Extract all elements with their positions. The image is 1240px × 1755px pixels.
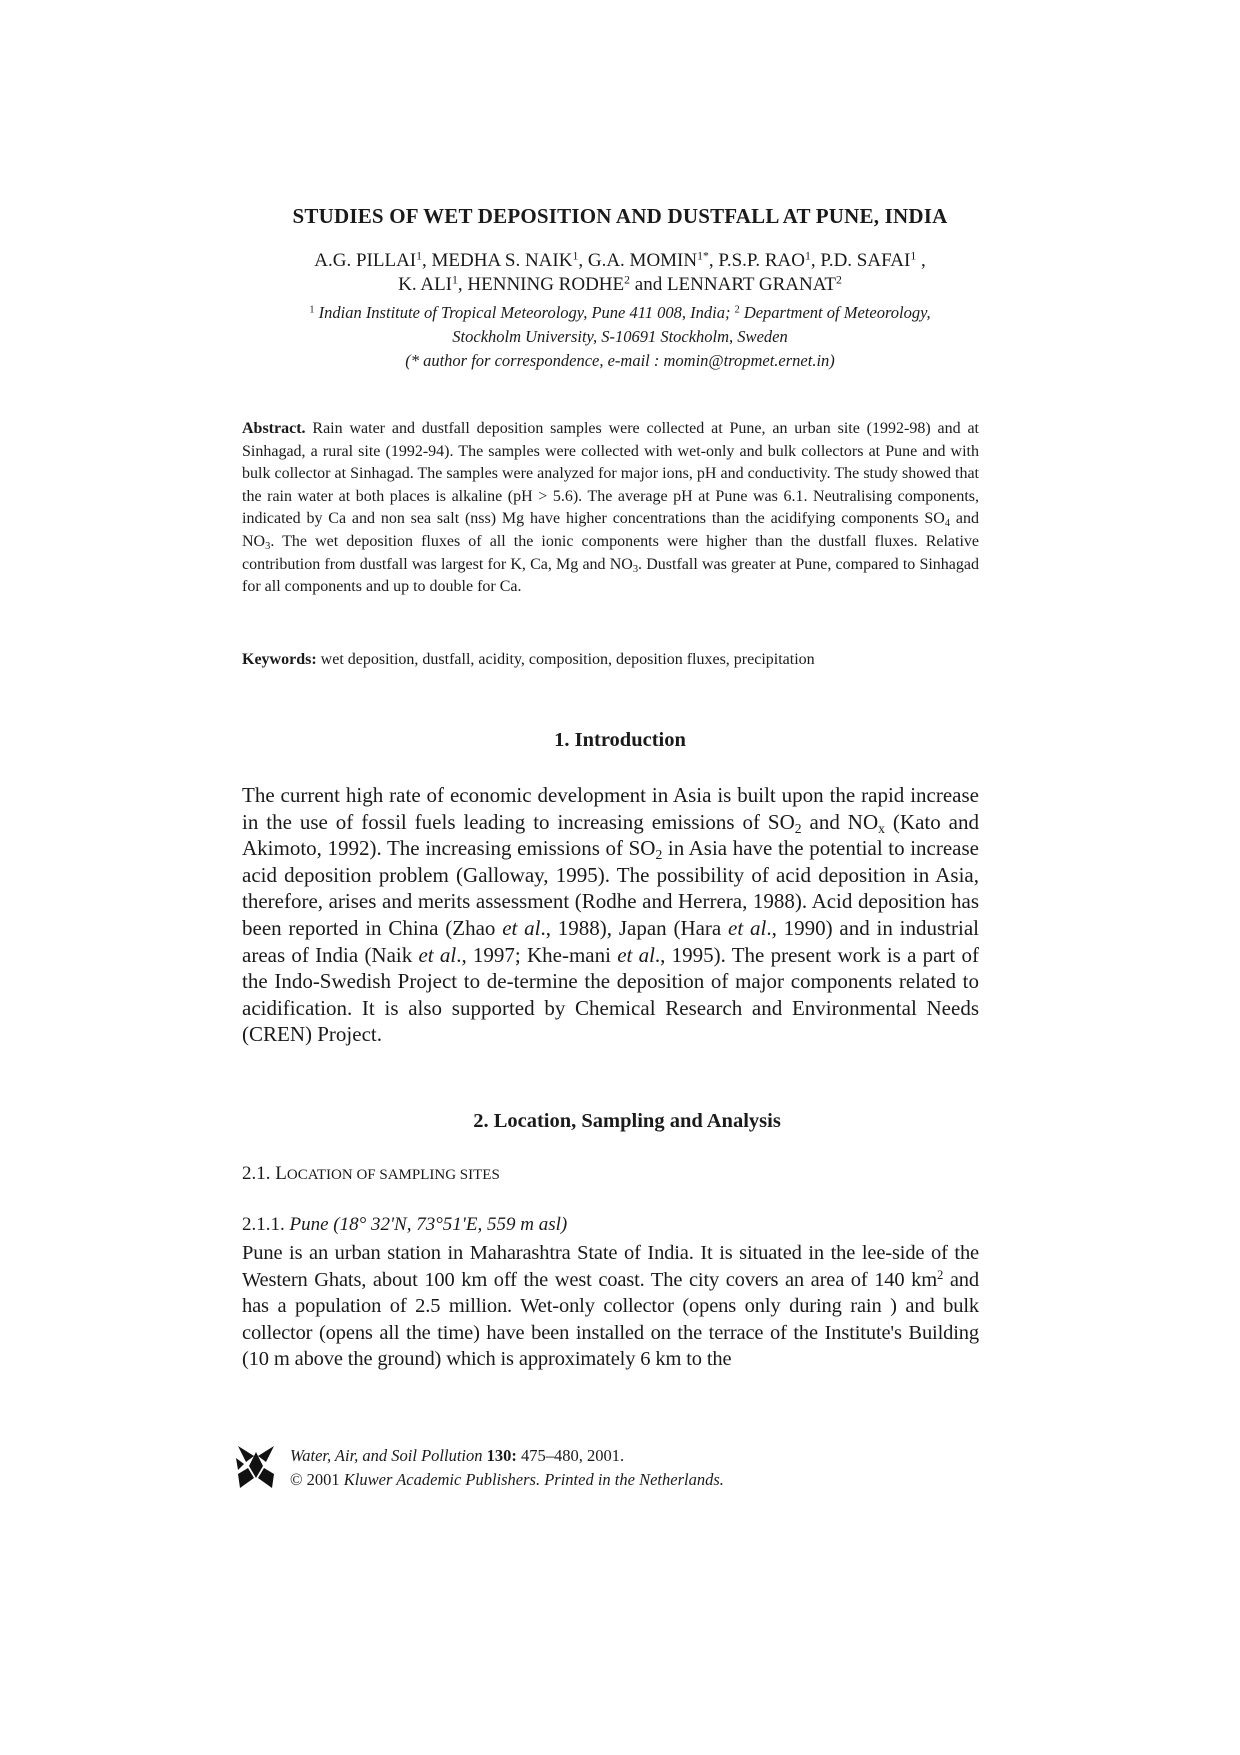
subscript: 4 (944, 518, 951, 530)
subsection-number: 2.1.1. (242, 1214, 290, 1235)
abstract-text: . Dustfall was greater at Pune, compared to Sinhagad for all components and up to double for Ca. (242, 555, 979, 596)
body-text: and NO (801, 809, 879, 834)
affiliation-line-2: Stockholm University, S-10691 Stockholm, Sweden (452, 327, 788, 346)
paper-title: STUDIES OF WET DEPOSITION AND DUSTFALL AT PUNE, INDIA (292, 204, 948, 228)
keywords-text: wet deposition, dustfall, acidity, composition, deposition fluxes, precipitation (316, 651, 815, 668)
author-name: and LENNART GRANAT (630, 274, 836, 295)
author-name: , P.D. SAFAI (810, 250, 911, 271)
publisher-logo-icon (236, 1444, 276, 1490)
subscript: 2 (794, 820, 802, 836)
body-text: ., 1997; Khe-mani (456, 942, 618, 967)
subscript: 3 (632, 563, 639, 575)
body-text: (Kato and Akimoto, 1992). The increasing emissions of SO (242, 809, 980, 861)
affiliation-marker: 2 (835, 273, 842, 287)
journal-pages: 475–480, 2001. (516, 1446, 625, 1465)
citation-etal: et al (728, 915, 767, 940)
journal-name: Water, Air, and Soil Pollution (290, 1446, 483, 1465)
copyright-line (290, 1468, 724, 1492)
abstract-text: Rain water and dustfall deposition samples were collected at Pune, an urban site (1992-98) and at Sinhagad, a rural site (1992-94). The samples were collected with wet-only and bulk collectors at Pune and with bulk collector at Sinhagad. The samples were analyzed for major ions, pH and conductivity. The study showed that the rain water at both places is alkaline (pH > 5.6). The average pH at Pune was 6.1. Neutralising components, indicated by Ca and non sea salt (nss) Mg have higher concentrations than the acidifying components SO (242, 420, 979, 528)
pune-paragraph (242, 1240, 979, 1373)
section-heading-location: 2. Location, Sampling and Analysis (473, 1110, 781, 1132)
citation-etal: et al (502, 915, 541, 940)
body-text: and has a population of 2.5 million. Wet-only collector (opens only during rain ) and bulk collector (opens all the time) have been installed on the terrace of the Institute's Building (10 m above the ground) which is approximately 6 km to the (242, 1268, 979, 1371)
journal-volume: 130: (482, 1446, 517, 1465)
author-name: , MEDHA S. NAIK (422, 250, 573, 271)
subscript: 2 (655, 847, 663, 863)
introduction-paragraph (242, 782, 979, 1048)
institution: Department of Meteorology, (739, 303, 931, 322)
superscript: 2 (937, 1267, 944, 1282)
affiliation-marker: 1 (452, 273, 458, 287)
affiliation-marker: 2 (734, 304, 740, 316)
institution: Indian Institute of Tropical Meteorology, Pune 411 008, India; (314, 303, 735, 322)
subsection-title: L (275, 1163, 287, 1184)
affiliation-marker: 1 (910, 249, 917, 263)
body-text: ., 1988), Japan (Hara (540, 915, 729, 940)
citation-etal: et al (617, 942, 655, 967)
subsection-title: OCATION OF SAMPLING SITES (286, 1167, 500, 1183)
body-text: in Asia have the potential to increase acid deposition problem (Galloway, 1995). The possibility of acid deposition in Asia, therefore, arises and merits assessment (Rodhe and Herrera, 1988). Acid deposition has been reported in China (Zhao (242, 836, 979, 940)
subsubsection-heading (242, 1214, 567, 1236)
subscript: x (878, 820, 885, 836)
author-name: , P.S.P. RAO (708, 250, 805, 271)
affiliation-line-1 (0, 303, 1240, 323)
affiliation-marker: 1 (572, 249, 579, 263)
author-line-2 (0, 274, 1240, 296)
citation-etal: et al (418, 942, 457, 967)
affiliation-marker: 1 (416, 249, 423, 263)
body-text: ., 1990) and in industrial areas of India (Naik (242, 915, 979, 967)
journal-footer (290, 1444, 724, 1491)
abstract-text: and NO (242, 510, 979, 550)
publisher-name: Kluwer Academic Publishers. Printed in the Netherlands. (343, 1469, 724, 1489)
author-name: , G.A. MOMIN (578, 250, 698, 271)
subscript: 3 (265, 541, 271, 553)
body-text: The current high rate of economic development in Asia is built upon the rapid increase in the use of fossil fuels leading to increasing emissions of SO (242, 783, 979, 834)
affiliation-marker: 1 (309, 304, 315, 316)
author-separator: , (916, 250, 926, 271)
subsection-heading (242, 1163, 500, 1185)
abstract-text: . The wet deposition fluxes of all the ionic components were higher than the dustfall fluxes. Relative contribution from dustfall was largest for K, Ca, Mg and NO (242, 532, 979, 573)
abstract-label: Abstract. (242, 420, 306, 437)
correspondence-note: (* author for correspondence, e-mail : momin@tropmet.ernet.in) (405, 351, 835, 370)
abstract (242, 418, 979, 599)
affiliation-marker: 1 (804, 249, 811, 263)
section-heading-introduction: 1. Introduction (554, 729, 686, 751)
keywords-label: Keywords: (242, 651, 317, 668)
keywords (242, 651, 979, 669)
author-line-1 (0, 250, 1240, 272)
citation-line (290, 1444, 724, 1468)
copyright: © 2001 (290, 1469, 344, 1489)
author-name: K. ALI (398, 274, 452, 295)
author-name: , HENNING RODHE (457, 274, 625, 295)
affiliation-marker: 1* (697, 249, 709, 263)
body-text: ., 1995). The present work is a part of the Indo-Swedish Project to de-termine the deposition of major components related to acidification. It is also supported by Chemical Research and Environmental Needs (CREN) Project. (242, 942, 979, 1047)
subsection-title: Pune (18° 32'N, 73°51'E, 559 m asl) (289, 1214, 568, 1235)
author-name: A.G. PILLAI (314, 250, 417, 271)
affiliation-marker: 2 (624, 273, 631, 287)
body-text: Pune is an urban station in Maharashtra State of India. It is situated in the lee-side of the Western Ghats, about 100 km off the west coast. The city covers an area of 140 km (242, 1242, 979, 1291)
subsection-number: 2.1. (242, 1163, 276, 1184)
